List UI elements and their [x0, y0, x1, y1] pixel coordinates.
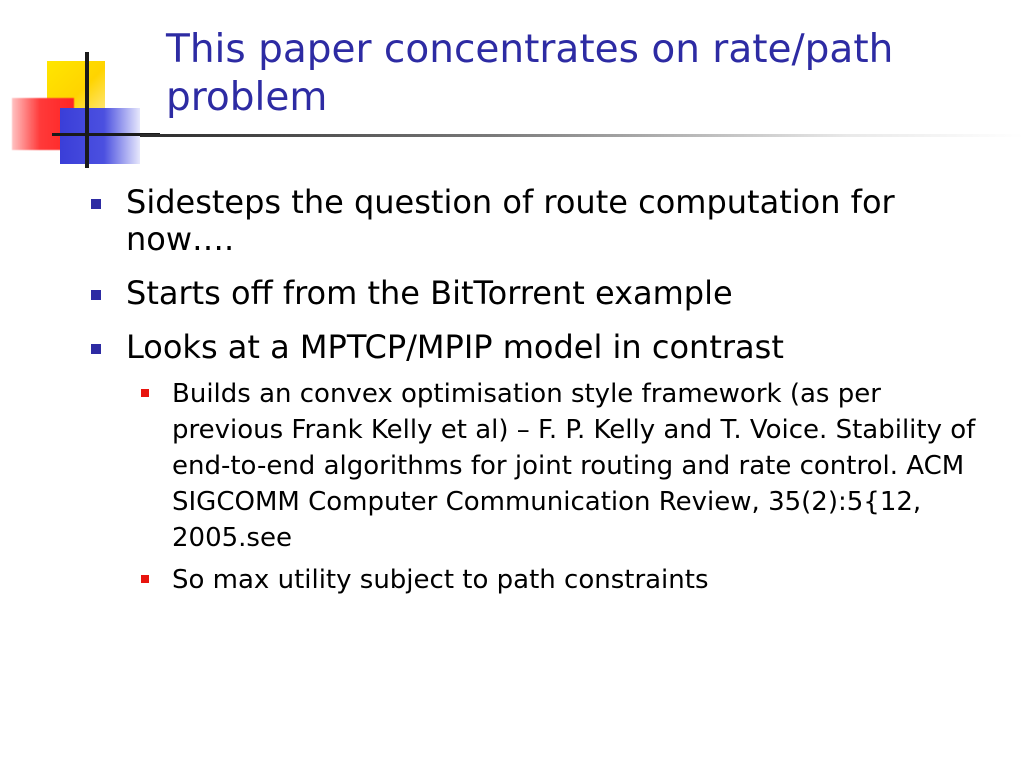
bullet-item: [88, 275, 988, 312]
sub-bullet-list: [88, 376, 988, 598]
bullet-list: [88, 184, 988, 598]
sub-bullet-text: Builds an convex optimisation style framework (as per previous Frank Kelly et al) – F. P. Kelly and T. Voice. Stability of end-to-end algorithms for joint routing and rate control. ACM SIGCOMM Computer Communication Review, 35(2):5{12, 2005.see: [172, 379, 976, 553]
square-bullet-icon: [91, 344, 101, 354]
blue-square-shape: [60, 108, 140, 164]
sub-bullet-item: [88, 562, 988, 598]
bullet-text: Starts off from the BitTorrent example: [126, 274, 733, 312]
sub-bullet-text: So max utility subject to path constraints: [172, 565, 709, 595]
title-underline: [140, 134, 1024, 137]
square-bullet-icon: [141, 389, 149, 397]
sub-bullet-item: [88, 376, 988, 556]
bullet-text: Sidesteps the question of route computation for now….: [126, 183, 895, 258]
slide-title: This paper concentrates on rate/path problem: [166, 27, 894, 120]
slide-body: [88, 184, 988, 604]
bullet-item: [88, 184, 988, 258]
square-bullet-icon: [91, 199, 101, 209]
bullet-text: Looks at a MPTCP/MPIP model in contrast: [126, 328, 784, 366]
bullet-item: [88, 329, 988, 598]
corner-logo-graphic: [0, 0, 160, 180]
square-bullet-icon: [141, 575, 149, 583]
square-bullet-icon: [91, 290, 101, 300]
vertical-line-shape: [85, 52, 89, 168]
